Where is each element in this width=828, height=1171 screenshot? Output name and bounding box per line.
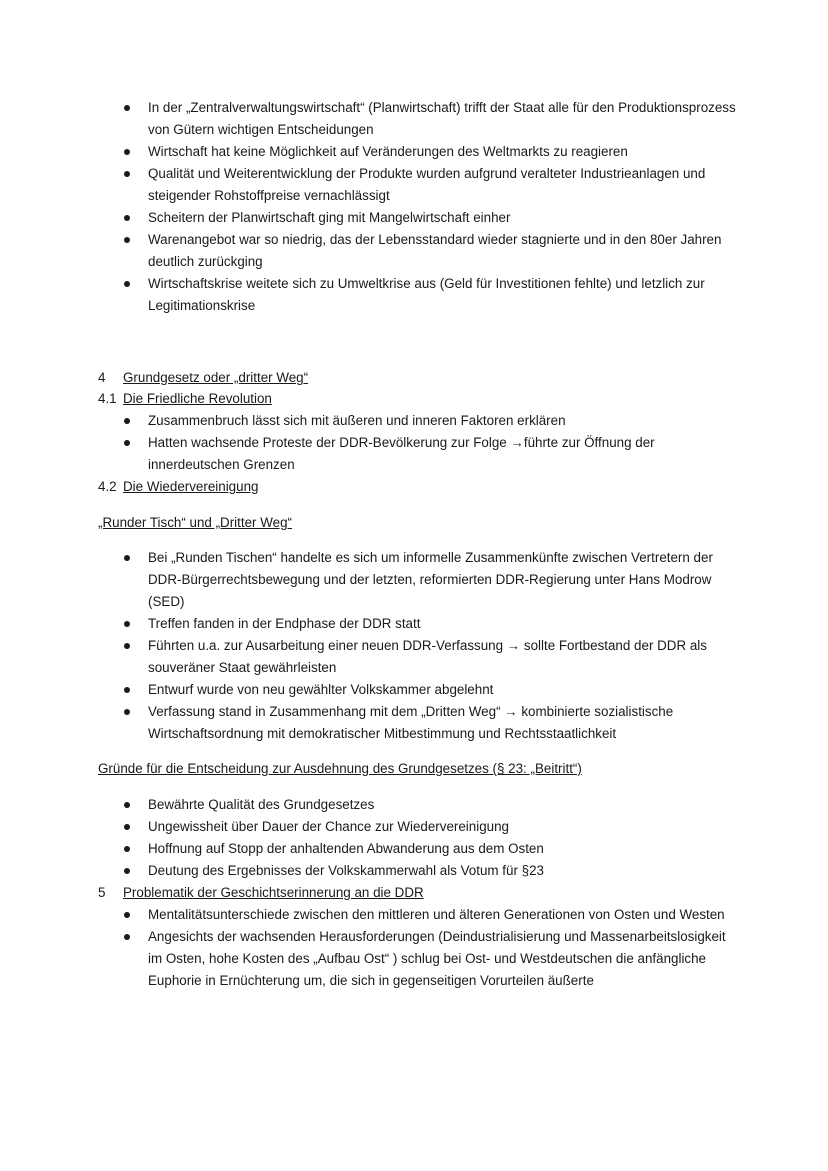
list-item: Angesichts der wachsenden Herausforderungen (Deindustrialisierung und Massenarbeitslosigkeit im Osten, hohe Kosten des „Aufbau Ost“ ) schlug bei Ost- und Westdeutschen die anfängliche Euphorie in Ernüchterung um, die sich in gegenseitigen Vorurteilen äußerte	[0, 926, 828, 992]
list-item: Mentalitätsunterschiede zwischen den mittleren und älteren Generationen von Osten und Westen	[0, 904, 828, 926]
list-item: Hatten wachsende Proteste der DDR-Bevölkerung zur Folge →führte zur Öffnung der innerdeutschen Grenzen	[0, 432, 828, 476]
list-item: Hoffnung auf Stopp der anhaltenden Abwanderung aus dem Osten	[0, 838, 828, 860]
section-title: Problematik der Geschichtserinnerung an die DDR	[123, 885, 424, 900]
runder-tisch-heading: „Runder Tisch“ und „Dritter Weg“	[98, 515, 292, 530]
list-item: Treffen fanden in der Endphase der DDR statt	[0, 613, 828, 635]
gruende-list-block	[0, 794, 828, 882]
list-item: Verfassung stand in Zusammenhang mit dem „Dritten Weg“ → kombinierte sozialistische Wirtschaftsordnung mit demokratischer Mitbestimmung und Rechtsstaatlichkeit	[0, 701, 828, 745]
section-title: Grundgesetz oder „dritter Weg“	[123, 370, 309, 385]
section-number: 4	[98, 370, 106, 385]
section-number: 4.1	[98, 391, 117, 406]
planwirtschaft-list	[0, 97, 828, 317]
section-title: Die Wiedervereinigung	[123, 479, 259, 494]
list-item: Scheitern der Planwirtschaft ging mit Mangelwirtschaft einher	[0, 207, 828, 229]
list-item: Führten u.a. zur Ausarbeitung einer neuen DDR-Verfassung → sollte Fortbestand der DDR als souveräner Staat gewährleisten	[0, 635, 828, 679]
geschichtserinnerung-list-block	[0, 904, 828, 992]
list-item: Bewährte Qualität des Grundgesetzes	[0, 794, 828, 816]
list-item: Qualität und Weiterentwicklung der Produkte wurden aufgrund veralteter Industrieanlagen und steigender Rohstoffpreise vernachlässigt	[0, 163, 828, 207]
section-title: Die Friedliche Revolution	[123, 391, 272, 406]
list-item: Warenangebot war so niedrig, das der Lebensstandard wieder stagnierte und in den 80er Jahren deutlich zurückging	[0, 229, 828, 273]
geschichtserinnerung-list	[0, 904, 828, 992]
gruende-heading: Gründe für die Entscheidung zur Ausdehnung des Grundgesetzes (§ 23: „Beitritt“)	[98, 761, 582, 776]
friedliche-revolution-list	[0, 410, 828, 476]
section-number: 5	[98, 885, 106, 900]
list-item: Wirtschaftskrise weitete sich zu Umweltkrise aus (Geld für Investitionen fehlte) und letzlich zur Legitimationskrise	[0, 273, 828, 317]
runder-tisch-list-block	[0, 547, 828, 745]
list-item: Wirtschaft hat keine Möglichkeit auf Veränderungen des Weltmarkts zu reagieren	[0, 141, 828, 163]
list-item: Bei „Runden Tischen“ handelte es sich um informelle Zusammenkünfte zwischen Vertretern der DDR-Bürgerrechtsbewegung und der letzten, reformierten DDR-Regierung unter Hans Modrow (SED)	[0, 547, 828, 613]
friedliche-revolution-list-block	[0, 410, 828, 476]
list-item: In der „Zentralverwaltungswirtschaft“ (Planwirtschaft) trifft der Staat alle für den Produktionsprozess von Gütern wichtigen Entscheidungen	[0, 97, 828, 141]
list-item: Zusammenbruch lässt sich mit äußeren und inneren Faktoren erklären	[0, 410, 828, 432]
list-item: Entwurf wurde von neu gewählter Volkskammer abgelehnt	[0, 679, 828, 701]
section-number: 4.2	[98, 479, 117, 494]
list-item: Deutung des Ergebnisses der Volkskammerwahl als Votum für §23	[0, 860, 828, 882]
gruende-list	[0, 794, 828, 882]
runder-tisch-list	[0, 547, 828, 745]
planwirtschaft-list-block	[0, 97, 828, 317]
list-item: Ungewissheit über Dauer der Chance zur Wiedervereinigung	[0, 816, 828, 838]
